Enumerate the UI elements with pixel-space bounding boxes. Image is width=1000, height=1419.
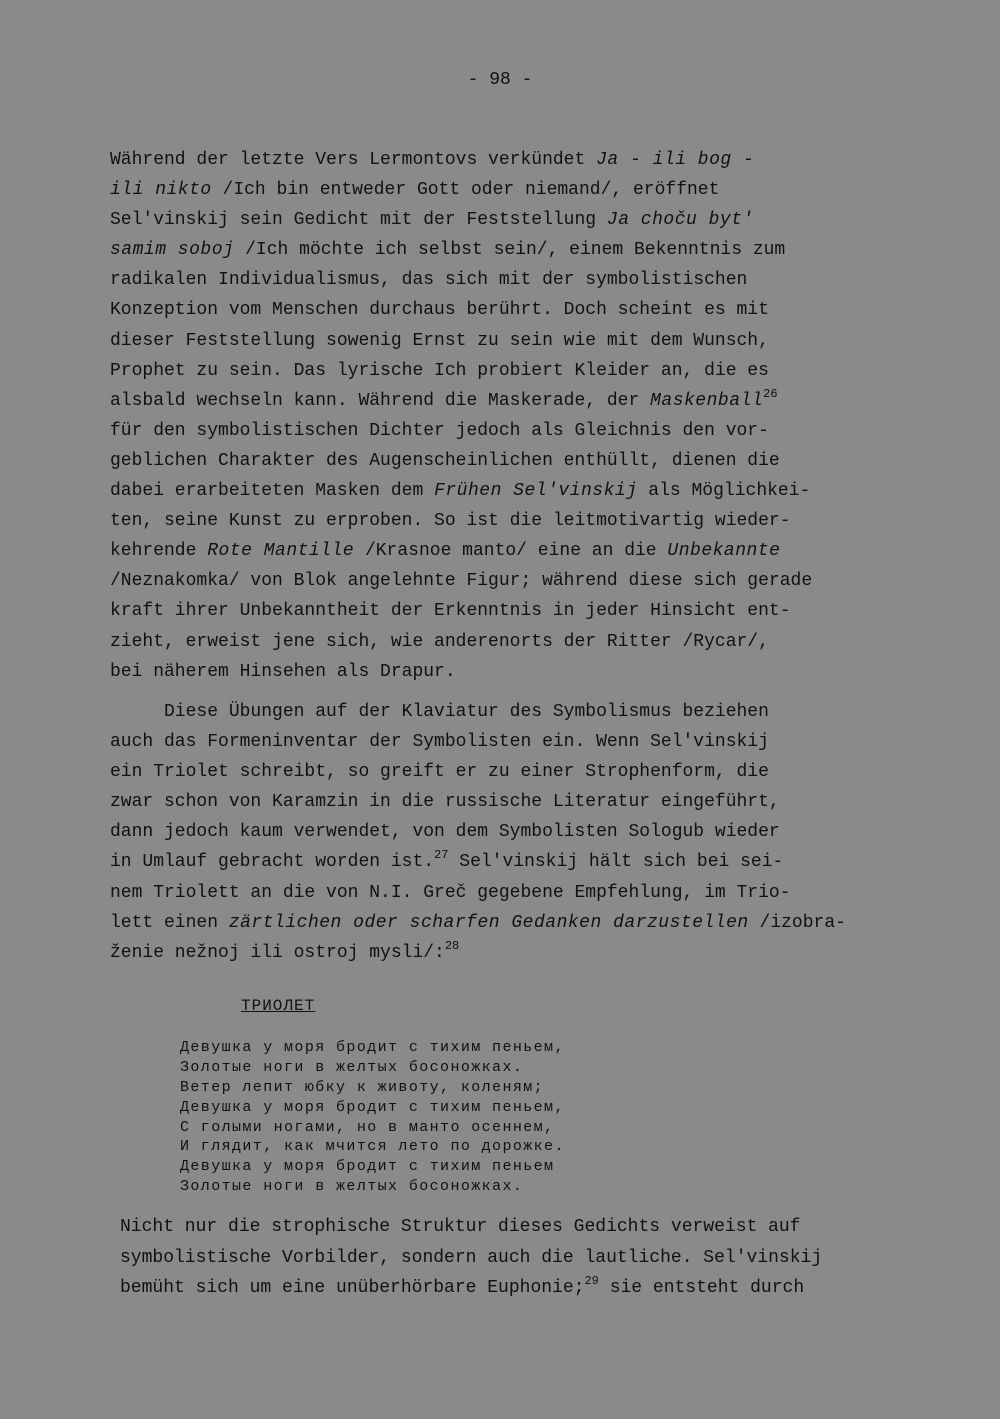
- poem-line: Золотые ноги в желтых босоножках.: [180, 1178, 524, 1196]
- text-segment: dann jedoch kaum verwendet, von dem Symbolisten Sologub wieder: [110, 822, 780, 843]
- text-line: [120, 1212, 910, 1243]
- italic-term: ili nikto: [110, 180, 212, 201]
- text-segment: dabei erarbeiteten Masken dem: [110, 481, 435, 502]
- poem-line: Золотые ноги в желтых босоножках.: [180, 1058, 524, 1076]
- text-line: [110, 847, 910, 877]
- italic-term: Ja choču byt': [606, 210, 754, 231]
- text-line: [110, 446, 910, 476]
- footnote-ref: 26: [763, 386, 778, 401]
- text-line: [110, 235, 910, 265]
- text-line: [110, 476, 910, 506]
- text-line: [110, 145, 910, 175]
- text-segment: Sel'vinskij sein Gedicht mit der Feststellung: [110, 210, 607, 231]
- text-segment: in Umlauf gebracht worden ist.: [110, 852, 435, 873]
- text-line: [110, 326, 910, 356]
- text-line: [120, 1273, 910, 1304]
- text-segment: ten, seine Kunst zu erproben. So ist die leitmotivartig wieder-: [110, 511, 791, 532]
- text-segment: alsbald wechseln kann. Während die Maskerade, der: [110, 390, 651, 411]
- poem-line: С голыми ногами, но в манто осеннем,: [180, 1118, 555, 1136]
- text-segment: kehrende: [110, 541, 208, 562]
- text-segment: Während der letzte Vers Lermontovs verkündet: [110, 150, 597, 170]
- text-segment: /izobra-: [748, 912, 846, 933]
- paragraph-2: [110, 697, 910, 968]
- text-segment: /Krasnoe manto/ eine an die: [354, 541, 668, 562]
- text-line: [110, 536, 910, 566]
- italic-term: Maskenball: [650, 390, 764, 411]
- text-line: [110, 908, 910, 938]
- text-segment: Prophet zu sein. Das lyrische Ich probiert Kleider an, die es: [110, 360, 769, 381]
- poem-line: И глядит, как мчится лето по дорожке.: [180, 1138, 565, 1156]
- text-segment: als Möglichkei-: [637, 481, 811, 502]
- italic-term: Unbekannte: [667, 541, 781, 562]
- text-line: [110, 627, 910, 657]
- italic-term: Frühen Sel'vinskij: [434, 481, 638, 502]
- text-segment: lett einen: [110, 912, 229, 933]
- text-segment: für den symbolistischen Dichter jedoch als Gleichnis den vor-: [110, 420, 769, 441]
- text-segment: sie entsteht durch: [598, 1278, 805, 1298]
- text-segment: /Ich möchte ich selbst sein/, einem Bekenntnis zum: [234, 240, 786, 261]
- text-segment: Sel'vinskij hält sich bei sei-: [448, 852, 784, 873]
- text-line: [110, 205, 910, 235]
- text-segment: ženie nežnoj ili ostroj mysli/:: [110, 942, 445, 963]
- text-segment: bei näherem Hinsehen als Drapur.: [110, 661, 456, 682]
- text-line: [110, 596, 910, 626]
- text-segment: auch das Formeninventar der Symbolisten ein. Wenn Sel'vinskij: [110, 732, 769, 753]
- text-line: [110, 566, 910, 596]
- italic-term: Rote Mantille: [207, 541, 355, 562]
- text-segment: geblichen Charakter des Augenscheinlichen enthüllt, dienen die: [110, 450, 780, 471]
- text-segment: Konzeption vom Menschen durchaus berührt. Doch scheint es mit: [110, 300, 769, 321]
- text-line: [110, 757, 910, 787]
- text-segment: dieser Feststellung sowenig Ernst zu sein wie mit dem Wunsch,: [110, 330, 769, 351]
- text-segment: nem Triolett an die von N.I. Greč gegebene Empfehlung, im Trio-: [110, 882, 791, 903]
- paragraph-1: [110, 145, 910, 687]
- text-segment: bemüht sich um eine unüberhörbare Euphonie;: [120, 1278, 585, 1298]
- text-segment: zieht, erweist jene sich, wie anderenorts der Ritter /Rycar/,: [110, 631, 769, 652]
- text-line: [110, 416, 910, 446]
- text-line: [110, 175, 910, 205]
- text-line: [110, 727, 910, 757]
- text-line: [110, 817, 910, 847]
- poem-line: Девушка у моря бродит с тихим пеньем,: [180, 1039, 565, 1056]
- text-segment: /Ich bin entweder Gott oder niemand/, eröffnet: [211, 180, 720, 201]
- text-segment: zwar schon von Karamzin in die russische Literatur eingeführt,: [110, 792, 780, 813]
- text-line: [110, 265, 910, 295]
- poem-title: ТРИОЛЕТ: [241, 997, 316, 1015]
- text-line: [110, 938, 910, 968]
- poem-line: Девушка у моря бродит с тихим пеньем: [180, 1158, 555, 1176]
- page-number: - 98 -: [467, 70, 533, 90]
- text-line: [110, 878, 910, 908]
- text-line: [110, 657, 910, 687]
- text-line: [110, 787, 910, 817]
- text-line: [110, 697, 910, 727]
- text-line: [110, 295, 910, 325]
- text-line: [110, 506, 910, 536]
- footnote-ref: 28: [444, 938, 460, 953]
- poem-line: Девушка у моря бродит с тихим пеньем,: [180, 1098, 565, 1116]
- text-segment: Diese Übungen auf der Klaviatur des Symbolismus beziehen: [110, 702, 769, 722]
- footnote-ref: 29: [584, 1274, 599, 1288]
- text-segment: /Neznakomka/ von Blok angelehnte Figur; während diese sich gerade: [110, 571, 813, 592]
- text-segment: radikalen Individualismus, das sich mit der symbolistischen: [110, 270, 748, 291]
- text-segment: ein Triolet schreibt, so greift er zu einer Strophenform, die: [110, 762, 769, 783]
- poem: [180, 1038, 565, 1197]
- text-line: [110, 386, 910, 416]
- italic-term: zärtlichen oder scharfen Gedanken darzustellen: [228, 912, 749, 933]
- text-line: [120, 1243, 910, 1274]
- italic-term: samim soboj: [110, 240, 235, 261]
- poem-line: Ветер лепит юбку к животу, коленям;: [180, 1078, 545, 1096]
- italic-term: Ja - ili bog -: [596, 150, 755, 170]
- text-segment: symbolistische Vorbilder, sondern auch die lautliche. Sel'vinskij: [120, 1247, 823, 1268]
- footnote-ref: 27: [434, 848, 449, 863]
- text-segment: Nicht nur die strophische Struktur dieses Gedichts verweist auf: [120, 1217, 801, 1237]
- text-segment: kraft ihrer Unbekanntheit der Erkenntnis in jeder Hinsicht ent-: [110, 601, 791, 622]
- paragraph-3: [120, 1212, 910, 1304]
- text-line: [110, 356, 910, 386]
